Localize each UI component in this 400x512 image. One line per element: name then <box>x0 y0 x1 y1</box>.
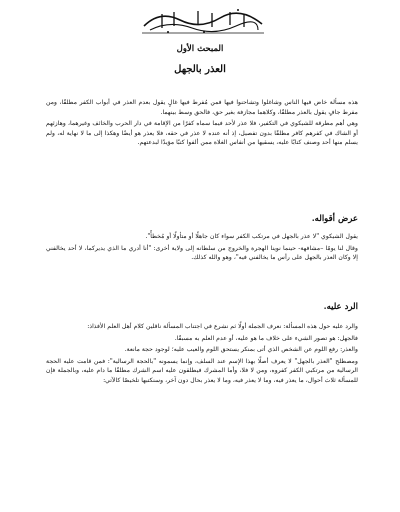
heading-views: عرض أقواله. <box>311 214 358 224</box>
response-paragraph-2: فالجهل: هو تصور الشيء على خلاف ما هو عليه، أو عدم العلم به مسبقًا. <box>174 334 358 342</box>
response-paragraph-3: والعذر: رفع اللوم عن الشخص الذي أتى بمنكر يستحق اللوم والعيب عليه؛ لوجود حجة مانعة. <box>124 346 358 354</box>
views-paragraph-2: وقال لنا يومًا –مشافهة- حينما نوينا الهجرة والخروج من سلطانه إلى ولاية أخرى: "أنا أدري ما الذي يديركما، لا أحد يخالفني إلا وكان العذر بالجهل على رأس ما يخالفني فيه"، وهو والله كذلك. <box>46 244 358 262</box>
response-paragraph-1: والرد عليه حول هذه المسألة: نعرف الجملة أولًا ثم نشرع في اجتناب المسألة ناقلين كلام أهل العلم الأفذاذ: <box>87 323 358 330</box>
response-paragraph-4: ومصطلح "العذر بالجهل" لا يعرف أصلًا بهذا الإسم عند السلف، وإنما يسمونه "بالحجة الرسالية": فمن قامت عليه الحجة الرسالية من مرتكبي الكفر كفروه، ومن لا فلا، وأما المشرك فيطلقون عليه اسم الشرك مطلقًا ما دام عليه، وبالجملة فإن للمسألة ثلاث أحوال، ما يعذر فيه، وما لا يعذر فيه، وما لا يعذر بحال دون آخر، وسنكتبها تلخيصًا كالآتي: <box>46 357 358 385</box>
response-block <box>46 322 358 388</box>
views-block <box>46 232 358 265</box>
views-paragraph-1: يقول الشيكوي "لا عذر بالجهل في مرتكب الكفر سواء كان جاهلًا أو متأولًا أو مُخطأً". <box>145 233 358 240</box>
intro-paragraph-1: هذه مسألة خاض فيها الناس وشاغلوا وتشاحنوا فيها فمن مُفرط فيها غالٍ يقول بعدم العذر في أبواب الكفر مطلقًا، ومن مفرط جافٍ يقول بالعذر مطلقًا، وكلاهما مجازفة بغير حق، فالحق وسط بينهما. <box>46 99 358 116</box>
chapter-title: المبحث الأول <box>176 44 224 54</box>
intro-paragraph-2: وهي أهم مطرقة للشيكوي في التكفير، فلا عذر لأحد فيما سماه كفرًا من الإقامة في دار الحرب والخائف وغيرهما، وهازئهم أو الشاك في كفرهم كافر مطلقًا بدون تفصيل، إذ أنه عنده لا عذر في حقه، فلا يعذر هو أيضًا وهكذا إلى ما لا نهاية له، ولم يسلم منها أحد وصنف كتابًا عليه، يسقيها من أنفاس الغلاة ممن ألفوا كتبًا مؤيدًا لبدعتهم. <box>46 120 358 147</box>
section-title: العذر بالجهل <box>174 64 226 75</box>
heading-response: الرد عليه. <box>323 302 358 312</box>
calligraphy-banner-graphic <box>140 6 266 36</box>
intro-block <box>46 98 358 150</box>
calligraphy-header-banner <box>140 6 266 36</box>
